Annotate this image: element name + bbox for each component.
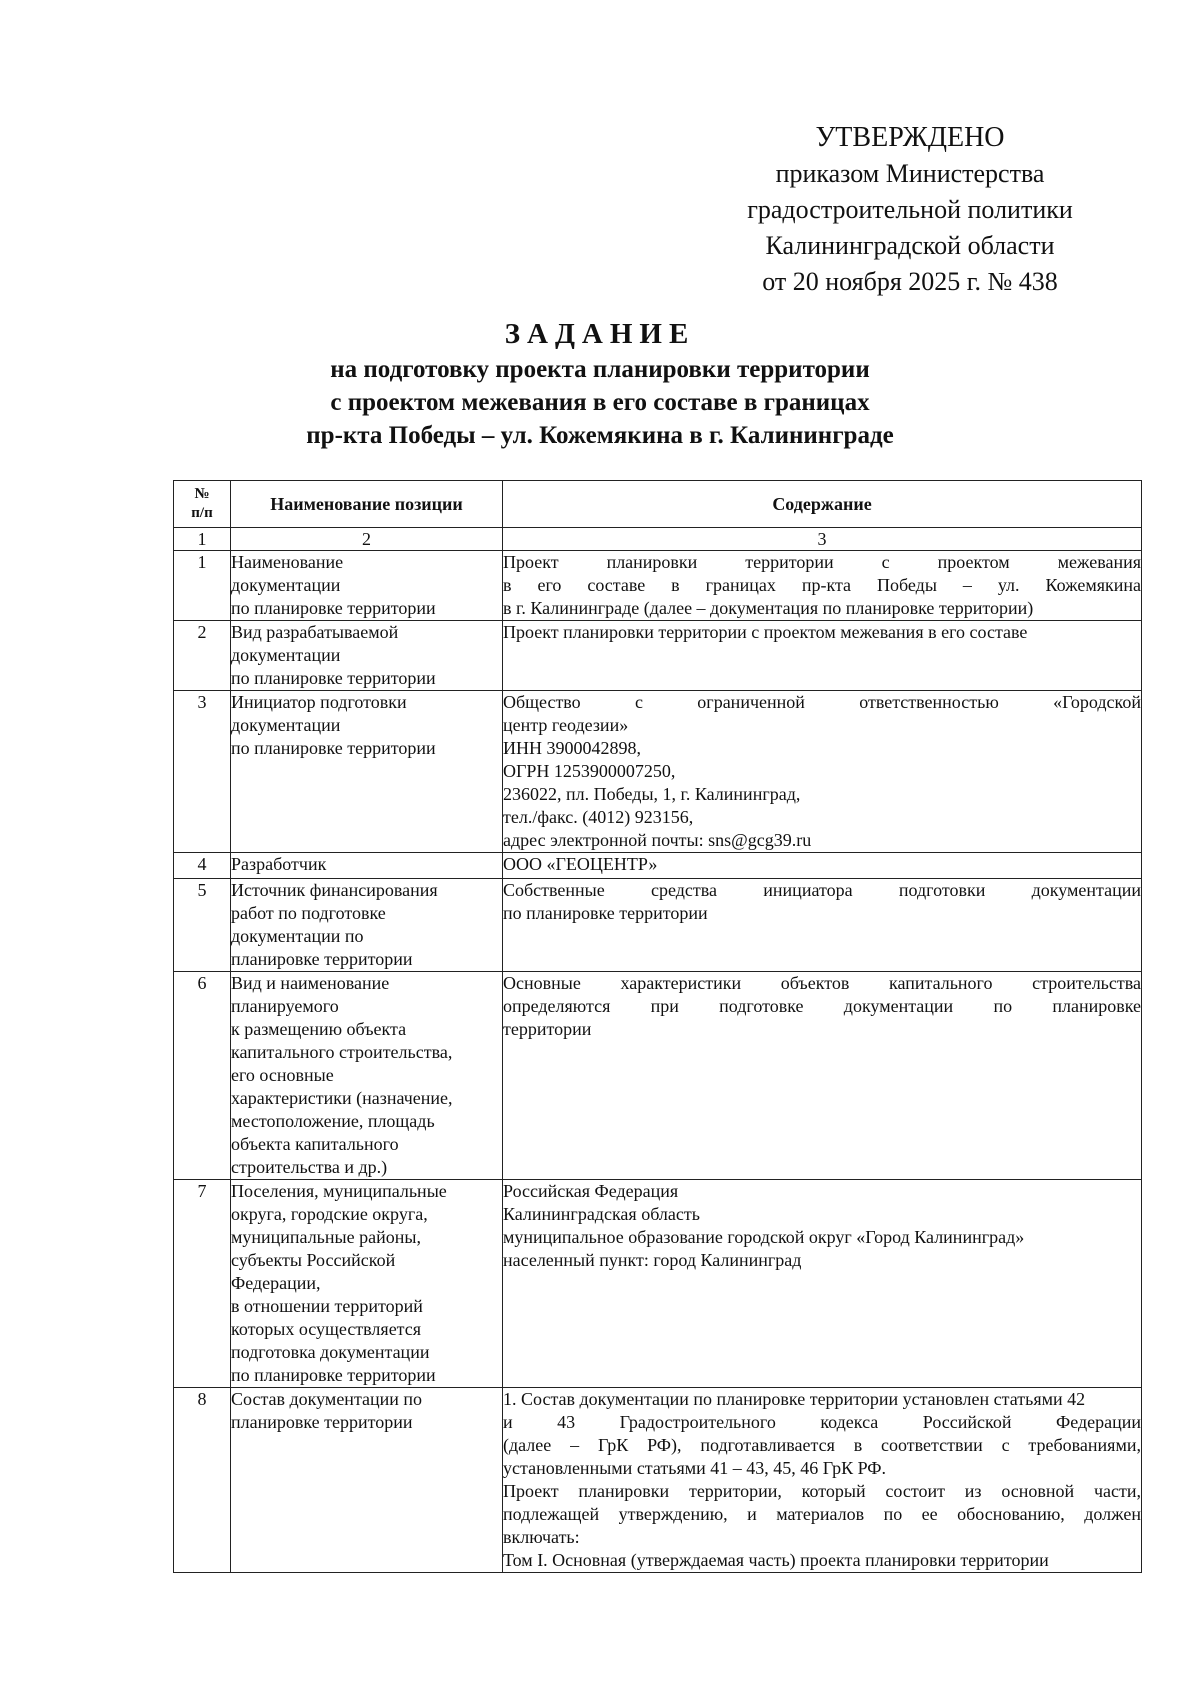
approval-order: приказом Министерства: [775, 159, 1045, 188]
position-name-line: Поселения, муниципальные: [231, 1181, 447, 1201]
row-position-name: [231, 972, 503, 1180]
task-table: [173, 480, 1142, 1573]
position-name-line: документации по: [231, 926, 364, 946]
position-name-line: по планировке территории: [231, 598, 436, 618]
position-name-line: в отношении территорий: [231, 1296, 423, 1316]
row-content: [503, 853, 1142, 879]
approval-region: Калининградской области: [765, 231, 1055, 260]
position-name-line: планировке территории: [231, 949, 413, 969]
content-line: Проект планировки территории с проектом межевания: [503, 552, 1141, 572]
row-number: 3: [174, 691, 231, 853]
content-line: Основные характеристики объектов капитального строительства: [503, 973, 1141, 993]
header-content: Содержание: [503, 481, 1142, 528]
content-line: тел./факс. (4012) 923156,: [503, 807, 694, 827]
content-line: (далее – ГрК РФ), подготавливается в соответствии с требованиями,: [503, 1435, 1141, 1455]
row-number: 8: [174, 1388, 231, 1573]
table-row: [174, 691, 1142, 853]
row-position-name: [231, 621, 503, 691]
position-name-line: по планировке территории: [231, 668, 436, 688]
content-line: ОГРН 1253900007250,: [503, 761, 676, 781]
content-line: и 43 Градостроительного кодекса Российской Федерации: [503, 1412, 1141, 1432]
position-name-line: Источник финансирования: [231, 880, 438, 900]
position-name-line: округа, городские округа,: [231, 1204, 428, 1224]
approval-title: УТВЕРЖДЕНО: [815, 122, 1005, 153]
row-content: [503, 691, 1142, 853]
position-name-line: которых осуществляется: [231, 1319, 422, 1339]
content-line: ИНН 3900042898,: [503, 738, 641, 758]
row-content: [503, 1388, 1142, 1573]
header-number: [174, 481, 231, 528]
position-name-line: его основные: [231, 1065, 334, 1085]
row-number: 7: [174, 1180, 231, 1388]
table-row: [174, 551, 1142, 621]
row-content: [503, 879, 1142, 972]
row-number: 2: [174, 621, 231, 691]
position-name-line: планируемого: [231, 996, 339, 1016]
position-name-line: планировке территории: [231, 1412, 413, 1432]
table-header-row: [174, 481, 1142, 528]
table-row: [174, 1180, 1142, 1388]
content-line: Общество с ограниченной ответственностью «Городской: [503, 692, 1141, 712]
content-line: установленными статьями 41 – 43, 45, 46 ГрК РФ.: [503, 1458, 886, 1478]
position-name-line: документации: [231, 575, 341, 595]
table-row: [174, 879, 1142, 972]
position-name-line: местоположение, площадь: [231, 1111, 435, 1131]
approval-stamp: [700, 120, 1120, 300]
position-name-line: Состав документации по: [231, 1389, 423, 1409]
content-line: по планировке территории: [503, 903, 708, 923]
content-line: определяются при подготовке документации по планировке: [503, 996, 1141, 1016]
header-number-label: п/п: [191, 505, 213, 521]
title-line-2: с проектом межевания в его составе в границах: [330, 389, 870, 416]
content-line: Проект планировки территории, который состоит из основной части,: [503, 1481, 1141, 1501]
position-name-line: субъекты Российской: [231, 1250, 396, 1270]
table-row: [174, 621, 1142, 691]
content-line: Российская Федерация: [503, 1181, 679, 1201]
row-position-name: [231, 853, 503, 879]
column-index: 1: [174, 528, 231, 551]
column-index: 2: [231, 528, 503, 551]
content-line: территории: [503, 1019, 592, 1039]
position-name-line: работ по подготовке: [231, 903, 386, 923]
content-line: адрес электронной почты: sns@gcg39.ru: [503, 830, 812, 850]
row-content: [503, 621, 1142, 691]
content-line: Том I. Основная (утверждаемая часть) проекта планировки территории: [503, 1550, 1049, 1570]
row-number: 1: [174, 551, 231, 621]
column-index: 3: [503, 528, 1142, 551]
content-line: населенный пункт: город Калининград: [503, 1250, 802, 1270]
content-line: включать:: [503, 1527, 580, 1547]
position-name-line: по планировке территории: [231, 738, 436, 758]
content-line: подлежащей утверждению, и материалов по ее обоснованию, должен: [503, 1504, 1141, 1524]
row-position-name: [231, 551, 503, 621]
title-line-1: на подготовку проекта планировки территории: [330, 356, 870, 383]
position-name-line: по планировке территории: [231, 1365, 436, 1385]
position-name-line: Наименование: [231, 552, 344, 572]
position-name-line: документации: [231, 645, 341, 665]
content-line: 1. Состав документации по планировке территории установлен статьями 42: [503, 1389, 1086, 1409]
row-position-name: [231, 1180, 503, 1388]
content-line: центр геодезии»: [503, 715, 629, 735]
position-name-line: характеристики (назначение,: [231, 1088, 453, 1108]
row-number: 6: [174, 972, 231, 1180]
position-name-line: Инициатор подготовки: [231, 692, 407, 712]
table-row: [174, 853, 1142, 879]
position-name-line: капитального строительства,: [231, 1042, 453, 1062]
position-name-line: к размещению объекта: [231, 1019, 407, 1039]
position-name-line: Вид и наименование: [231, 973, 390, 993]
table-row: [174, 1388, 1142, 1573]
title-heading: ЗАДАНИЕ: [504, 318, 696, 350]
content-line: в его составе в границах пр-кта Победы – ул. Кожемякина: [503, 575, 1141, 595]
title-line-3: пр-кта Победы – ул. Кожемякина в г. Калининграде: [306, 422, 894, 449]
column-index-row: [174, 528, 1142, 551]
position-name-line: строительства и др.): [231, 1157, 388, 1177]
content-line: муниципальное образование городской округ «Город Калининград»: [503, 1227, 1025, 1247]
approval-date: от 20 ноября 2025 г. № 438: [762, 267, 1058, 296]
row-position-name: [231, 691, 503, 853]
position-name-line: муниципальные районы,: [231, 1227, 421, 1247]
row-position-name: [231, 879, 503, 972]
content-line: Проект планировки территории с проектом межевания в его составе: [503, 622, 1028, 642]
position-name-line: подготовка документации: [231, 1342, 430, 1362]
content-line: Собственные средства инициатора подготовки документации: [503, 880, 1141, 900]
position-name-line: объекта капитального: [231, 1134, 399, 1154]
table-row: [174, 972, 1142, 1180]
row-content: [503, 1180, 1142, 1388]
document-title: [150, 318, 1050, 452]
row-content: [503, 972, 1142, 1180]
header-position-name: Наименование позиции: [231, 481, 503, 528]
position-name-line: документации: [231, 715, 341, 735]
content-line: 236022, пл. Победы, 1, г. Калининград,: [503, 784, 801, 804]
content-line: Калининградская область: [503, 1204, 700, 1224]
content-line: в г. Калининграде (далее – документация по планировке территории): [503, 598, 1034, 618]
row-number: 4: [174, 853, 231, 879]
position-name-line: Разработчик: [231, 854, 327, 874]
approval-ministry: градостроительной политики: [747, 195, 1073, 224]
row-position-name: [231, 1388, 503, 1573]
position-name-line: Вид разрабатываемой: [231, 622, 399, 642]
position-name-line: Федерации,: [231, 1273, 321, 1293]
content-line: ООО «ГЕОЦЕНТР»: [503, 854, 658, 874]
row-number: 5: [174, 879, 231, 972]
row-content: [503, 551, 1142, 621]
header-number-symbol: №: [194, 486, 210, 502]
